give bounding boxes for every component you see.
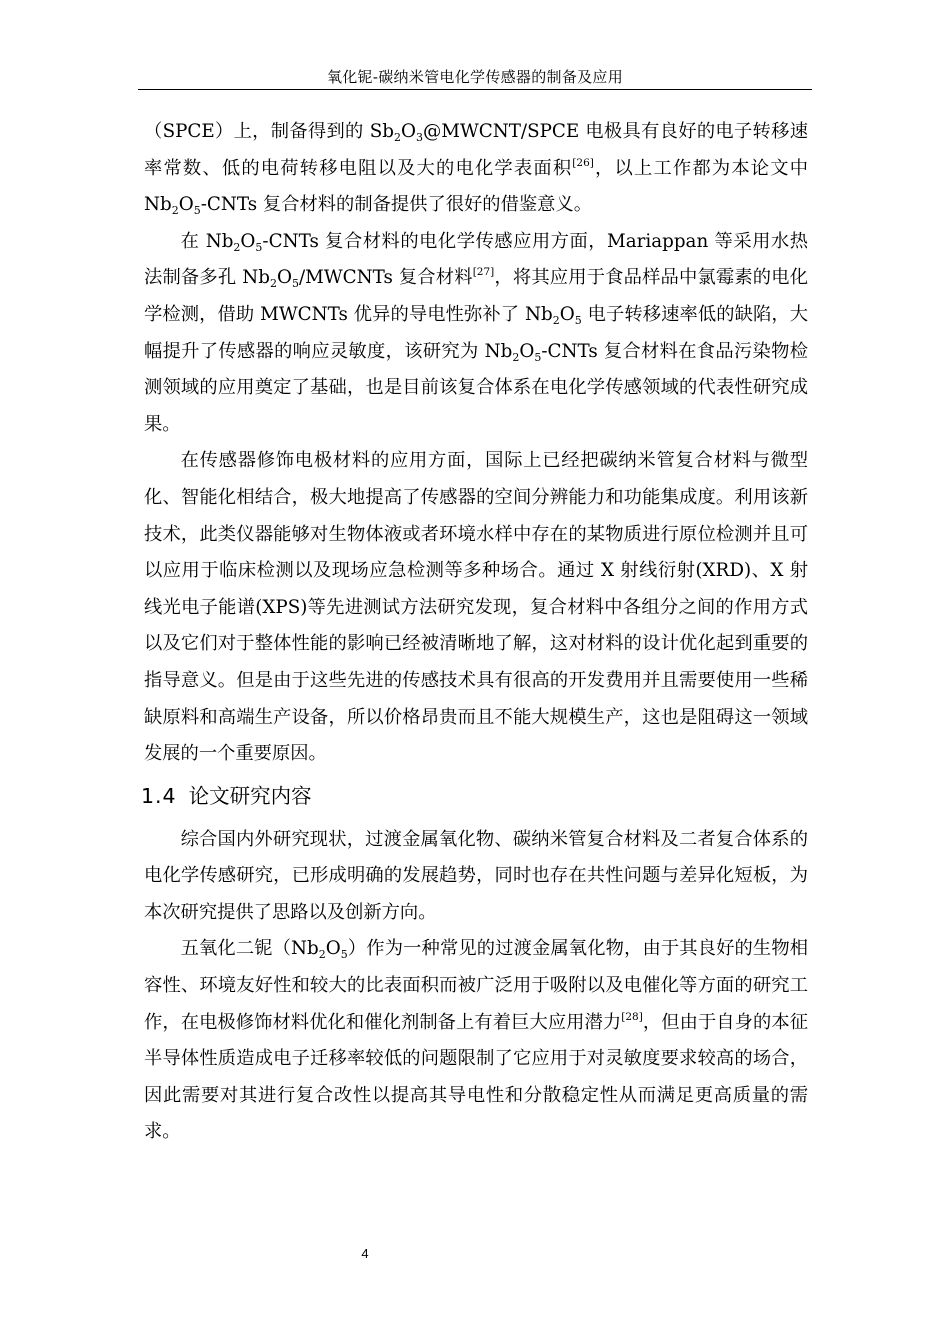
citation-28: [28] bbox=[621, 1010, 643, 1023]
section-heading bbox=[141, 776, 808, 816]
paragraph-5: 五氧化二铌$(Nb_2O_5)$作为一种常见的过渡金属氧化物，由于其良好的生物相容性、环境友好性和较大的比表面积而被广泛用于吸附以及电催化等方面的研究工作，在电极修饰材料优化和催化剂制备上有着巨大应用潜力[28]，但由于自身的本征半导体性质造成电子迁移率较低的问题限制了它应用于对灵敏度要求较高的场合，因此需要对其进行复合改性以提高其导电性和分散稳定性从而满足更高质量的需求。 bbox=[144, 938, 809, 1143]
section-number: 1.4 bbox=[141, 783, 177, 808]
paragraph-2: 在 $Nb_2O_5$-CNTs 复合材料的电化学传感应用方面，Mariappan 等采用水热法制备多孔 $Nb_2O_5$/MWCNTs 复合材料[27]，将其应用于食品样品中氯霉素的电化学检测，借助 MWCNTs 优异的导电性弥补了 $Nb_2O_5$ 电子转移速率低的缺陷，大幅提升了传感器的响应灵敏度，该研究为 $Nb_2O_5$-CNTs 复合材料在食品污染物检测领域的应用奠定了基础，也是目前该复合体系在电化学传感领域的代表性研究成果。 bbox=[144, 230, 809, 435]
header-rule bbox=[138, 89, 812, 90]
page-body bbox=[141, 114, 809, 1151]
running-header: 氧化铌-碳纳米管电化学传感器的制备及应用 bbox=[326, 68, 624, 86]
paragraph-3: 在传感器修饰电极材料的应用方面，国际上已经把碳纳米管复合材料与微型化、智能化相结合，极大地提高了传感器的空间分辨能力和功能集成度。利用该新技术，此类仪器能够对生物体液或者环境水样中存在的某物质进行原位检测并且可以应用于临床检测以及现场应急检测等多种场合。通过 X 射线衍射(XRD)、X 射线光电子能谱(XPS)等先进测试方法研究发现，复合材料中各组分之间的作用方式以及它们对于整体性能的影响已经被清晰地了解，这对材料的设计优化起到重要的指导意义。但是由于这些先进的传感技术具有很高的开发费用并且需要使用一些稀缺原料和高端生产设备，所以价格昂贵而且不能大规模生产，这也是阻碍这一领域发展的一个重要原因。 bbox=[144, 450, 808, 765]
paragraph-1: （SPCE）上，制备得到的 $Sb_2O_3@MWCNT$/SPCE 电极具有良好的电子转移速率常数、低的电荷转移电阻以及大的电化学表面积[26]，以上工作都为本论文中 $Nb_2O_5$-CNTs 复合材料的制备提供了很好的借鉴意义。 bbox=[144, 121, 809, 218]
page-number: 4 bbox=[361, 1246, 369, 1261]
citation-27: [27] bbox=[472, 266, 495, 279]
section-title: 论文研究内容 bbox=[188, 783, 312, 808]
citation-26: [26] bbox=[572, 156, 594, 169]
paragraph-4: 综合国内外研究现状，过渡金属氧化物、碳纳米管复合材料及二者复合体系的电化学传感研究，已形成明确的发展趋势，同时也存在共性问题与差异化短板，为本次研究提供了思路以及创新方向。 bbox=[144, 828, 808, 923]
